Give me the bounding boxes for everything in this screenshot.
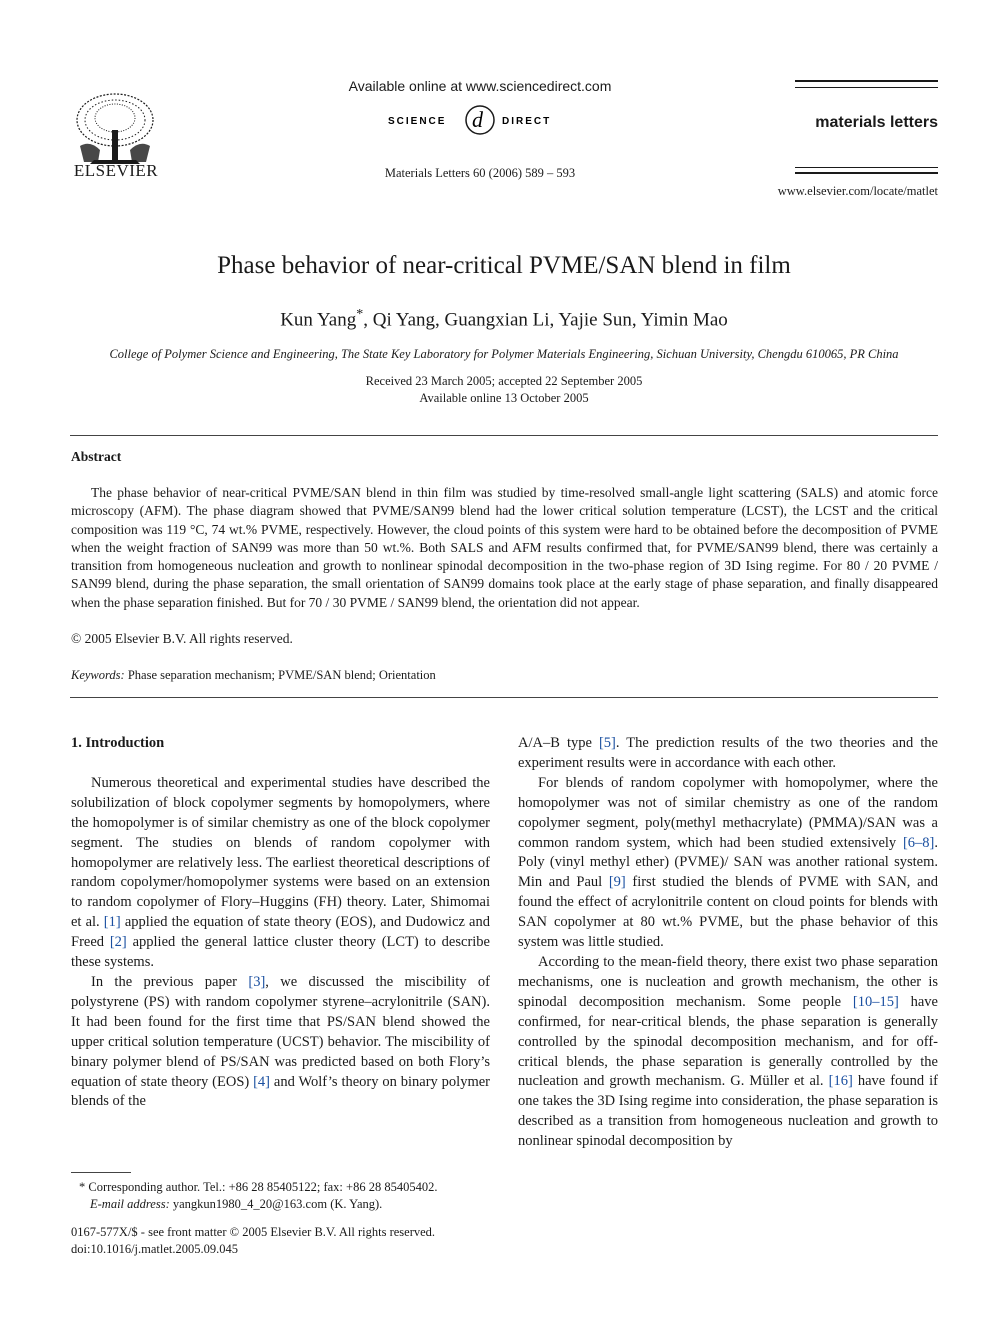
text-run: A/A–B type: [518, 735, 599, 751]
sd-logo-right: DIRECT: [502, 116, 552, 127]
author-corresponding: Kun Yang: [280, 309, 357, 331]
footnote-rule: [71, 1172, 131, 1173]
header-rule: [795, 167, 938, 168]
author-others: , Qi Yang, Guangxian Li, Yajie Sun, Yimin Mao: [363, 309, 728, 331]
sd-logo-left: SCIENCE: [388, 116, 447, 127]
body-column-right: [518, 734, 938, 1152]
corresponding-author-footnote: [71, 1179, 490, 1212]
paragraph-2: [71, 973, 490, 1112]
citation-link[interactable]: [16]: [828, 1073, 853, 1090]
abstract-text: The phase behavior of near-critical PVME/SAN blend in thin film was studied by time-resolved small-angle light scattering (SALS) and atomic force microscopy (AFM). The phase diagram showed that PVME/SAN99 blend had the lower critical solution temperature (LCST), the LCST and the critical composition was 119 °C, 74 wt.% PVME, respectively. However, the cloud points of this system were hard to be obtained before the decomposition of PVME when the weight fraction of SAN99 was more than 50 wt.%. Both SALS and AFM results confirmed that, for PVME/SAN99 blend, there was certainly a transition from homogeneous nucleation and growth to nonlinear spinodal decomposition in the two-phase region of 3D Ising regime. For 80 / 20 PVME / SAN99 blend, during the phase separation, the small orientation of SAN99 domains took place at the early stage of phase separation, and finally disappeared when the phase separation finished. But for 70 / 30 PVME / SAN99 blend, the orientation did not appear.: [71, 485, 938, 610]
paragraph-3: [518, 734, 938, 774]
issn-line: 0167-577X/$ - see front matter © 2005 Elsevier B.V. All rights reserved.: [71, 1225, 436, 1239]
footnote-mark: *: [79, 1180, 86, 1194]
citation-link[interactable]: [10–15]: [852, 993, 899, 1010]
footnote-email: [71, 1196, 490, 1213]
email-label: E-mail address:: [90, 1196, 170, 1211]
text-run: . The prediction results of the two theories and the experiment results were in accordance with each other.: [518, 735, 938, 771]
citation-link[interactable]: [9]: [608, 874, 626, 891]
article-title: Phase behavior of near-critical PVME/SAN blend in film: [217, 252, 791, 279]
abstract-top-rule: [70, 435, 938, 436]
journal-url-link[interactable]: www.elsevier.com/locate/matlet: [777, 184, 938, 198]
text-run: have found if one takes the 3D Ising regime into consideration, the phase separation is described as a transition from homogeneous nucleation and growth to nonlinear spinodal decomposition by: [518, 1073, 938, 1150]
header-rule: [795, 80, 938, 82]
author-list: [70, 307, 938, 331]
header-rule: [795, 172, 938, 174]
available-date: Available online 13 October 2005: [419, 391, 589, 405]
footnote-contact-text: Corresponding author. Tel.: +86 28 85405122; fax: +86 28 85405402.: [88, 1180, 438, 1194]
text-run: . Poly (vinyl methyl ether) (PVME)/ SAN was another rational system. Min and Paul: [518, 834, 938, 891]
text-run: According to the mean-field theory, there exist two phase separation mechanisms, one is nucleation and growth mechanism, the other is spinodal decomposition mechanism. Some people: [518, 953, 938, 1010]
citation-link[interactable]: [4]: [253, 1073, 271, 1090]
affiliation: College of Polymer Science and Engineering, The State Key Laboratory for Polymer Materials Engineering, Sichuan University, Chengdu 610065, PR China: [109, 347, 899, 361]
doi-link[interactable]: doi:10.1016/j.matlet.2005.09.045: [71, 1242, 239, 1256]
abstract-bottom-rule: [70, 697, 938, 698]
body-column-left: [71, 734, 490, 1112]
paragraph-5: [518, 953, 938, 1152]
text-run: have confirmed, for near-critical blends, the phase separation is generally controlled by the spinodal decomposition mechanism, and for off-critical blends, the phase separation is generally controlled by the nucleation and growth mechanism. G. Müller et al.: [518, 993, 938, 1090]
paragraph-1: [71, 774, 490, 973]
citation-link[interactable]: [6–8]: [902, 834, 935, 851]
received-date: Received 23 March 2005; accepted 22 September 2005: [365, 374, 643, 388]
section-heading-introduction: 1. Introduction: [71, 735, 165, 751]
article-dates: [70, 373, 938, 407]
abstract-heading: Abstract: [71, 449, 122, 464]
text-run: Numerous theoretical and experimental studies have described the solubilization of block copolymer segments by homopolymers, where the homopolymer is of similar chemistry as one of the block copolymer segment. The studies on blends of random copolymer with homopolymer are relatively less. The earliest theoretical descriptions of random copolymer/homopolymer systems were based on an extension to random copolymer of Flory–Huggins (FH) theory. Later, Shimomai et al.: [71, 774, 490, 931]
citation-link[interactable]: [1]: [103, 914, 121, 931]
paragraph-4: [518, 774, 938, 953]
text-run: applied the equation of state theory (EOS), and Dudowicz and Freed: [71, 914, 490, 951]
citation-link[interactable]: [2]: [109, 934, 127, 951]
email-address-link[interactable]: yangkun1980_4_20@163.com (K. Yang).: [172, 1196, 383, 1211]
keywords-list: Phase separation mechanism; PVME/SAN blend; Orientation: [127, 668, 436, 682]
sd-logo-d-icon: d: [472, 107, 483, 132]
text-run: , we discussed the miscibility of polystyrene (PS) with random copolymer styrene–acrylonitrile (SAN). It had been found for the first time that PS/SAN blend showed the upper critical solution temperature (UCST) behavior. The miscibility of binary polymer blend of PS/SAN was predicted based on both Flory’s equation of state theory (EOS): [71, 973, 490, 1090]
text-run: For blends of random copolymer with homopolymer, where the homopolymer was not of similar chemistry as one of the random copolymer segment, poly(methyl methacrylate) (PMMA)/SAN was a common random system, which had been studied extensively: [518, 774, 938, 851]
text-run: first studied the blends of PVME with SAN, and found the effect of acrylonitrile content on cloud points for blends with SAN copolymer at 80 wt.% PVME, but the phase behavior of this system was little studied.: [518, 874, 939, 951]
text-run: and Wolf’s theory on binary polymer blends of the: [71, 1073, 491, 1110]
citation-link[interactable]: [3]: [248, 973, 266, 990]
text-run: In the previous paper: [91, 973, 249, 990]
corresponding-author-mark[interactable]: *: [356, 307, 364, 322]
available-online-text: Available online at www.sciencedirect.com: [348, 78, 612, 94]
text-run: applied the general lattice cluster theory (LCT) to describe these systems.: [71, 934, 490, 971]
journal-citation: Materials Letters 60 (2006) 589 – 593: [384, 166, 576, 180]
publisher-name: ELSEVIER: [73, 161, 159, 180]
keywords: [71, 668, 436, 683]
footnote-contact: [71, 1179, 490, 1196]
journal-name: materials letters: [815, 114, 938, 131]
citation-link[interactable]: [5]: [598, 735, 616, 751]
header-rule: [795, 87, 938, 88]
abstract-copyright: © 2005 Elsevier B.V. All rights reserved.: [71, 631, 293, 646]
keywords-label: Keywords:: [71, 668, 125, 682]
sciencedirect-logo: [380, 100, 580, 140]
front-matter: [71, 1224, 490, 1258]
